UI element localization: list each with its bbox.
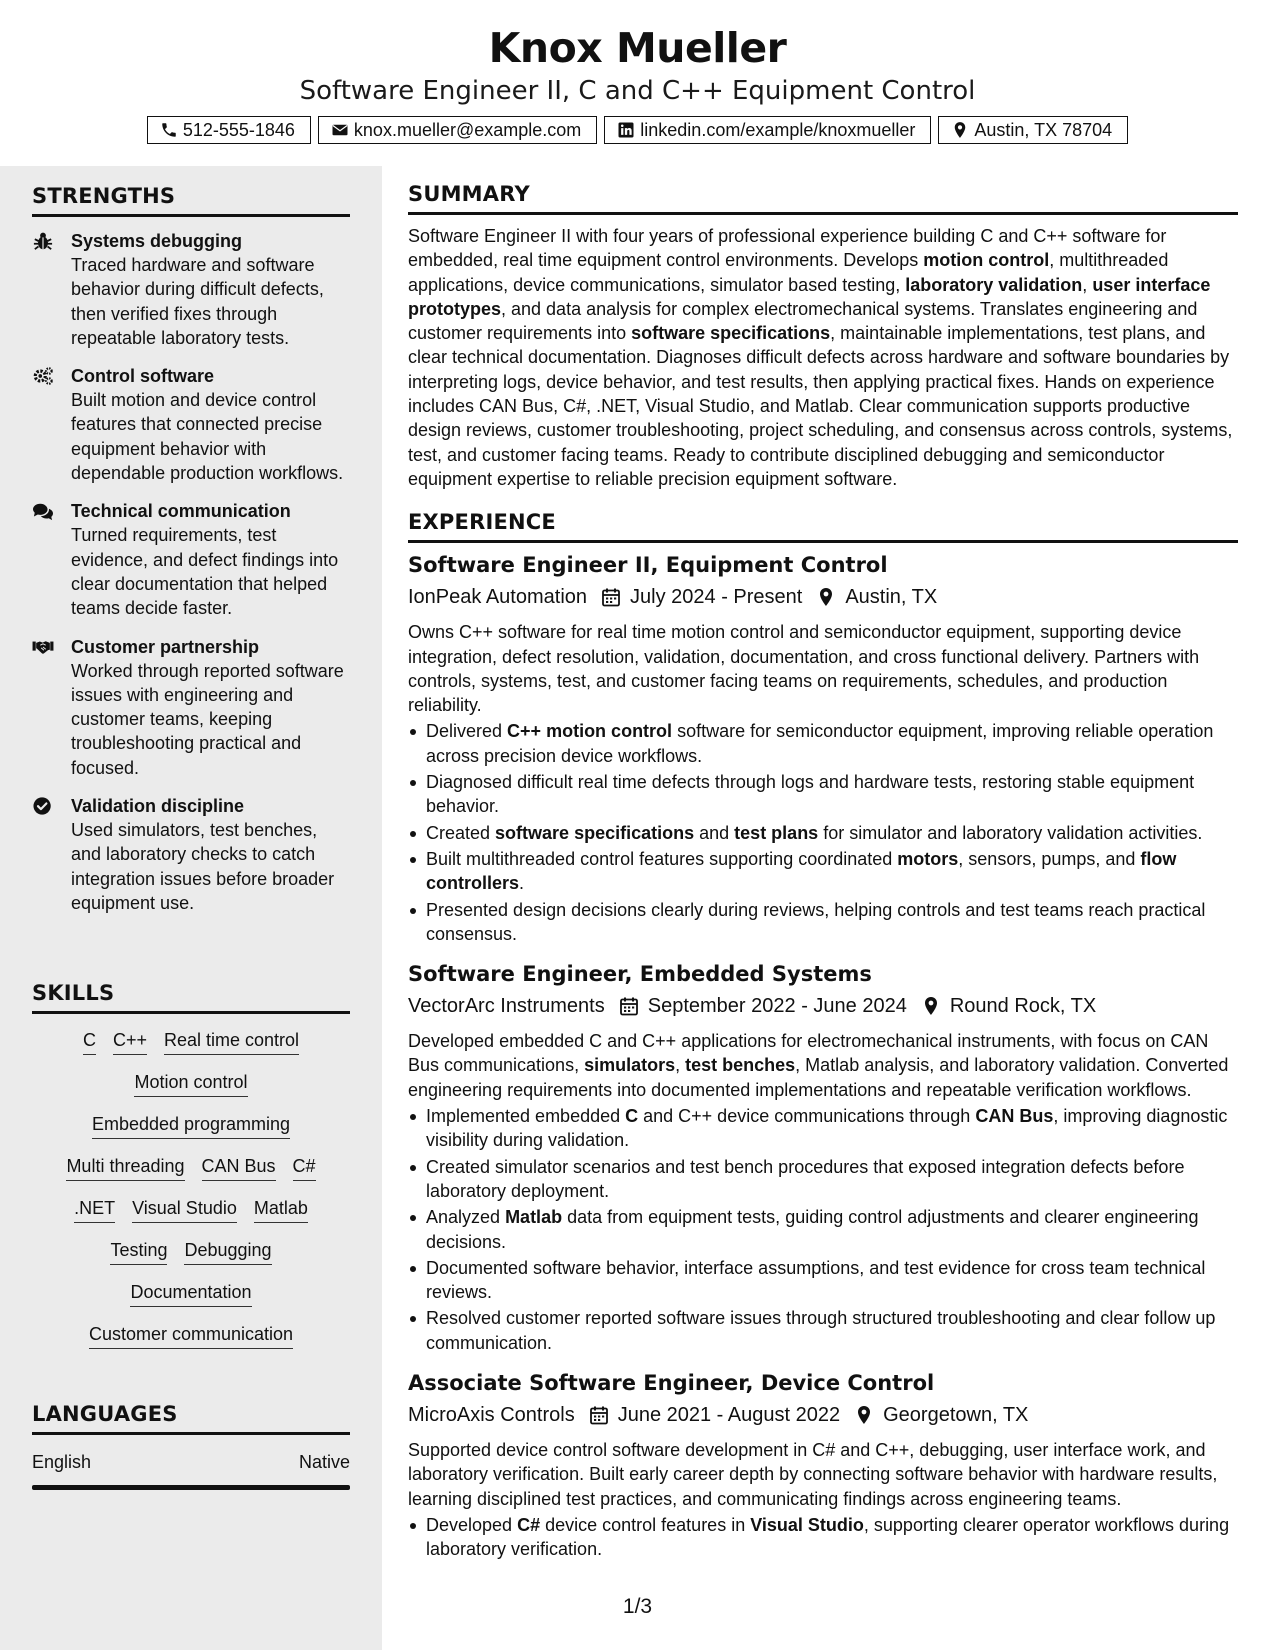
job-description: Developed embedded C and C++ applications for electromechanical instruments, with focus on CAN Bus communications, simulators, test benches, Matlab analysis, and laboratory validation. Converted engineering requirements into documented implementations and repeatable verification workflows. xyxy=(408,1031,1229,1100)
envelope-icon xyxy=(331,121,349,139)
job-bullet: Implemented embedded C and C++ device communications through CAN Bus, improving diagnostic visibility during validation. xyxy=(408,1104,1238,1153)
main-column xyxy=(408,180,1238,1563)
job-location: Round Rock, TX xyxy=(949,995,1097,1018)
summary-rule xyxy=(408,212,1238,215)
skill-tag: Customer communication xyxy=(89,1322,293,1349)
strength-desc: Built motion and device control features that connected precise equipment behavior with dependable production workflows. xyxy=(71,390,344,484)
job-bullet: Created software specifications and test plans for simulator and laboratory validation activities. xyxy=(408,821,1238,845)
strength-desc: Traced hardware and software behavior during difficult defects, then verified fixes through repeatable laboratory tests. xyxy=(71,255,324,348)
comments-icon xyxy=(32,501,54,521)
job-bullets xyxy=(408,1104,1238,1355)
job-entry xyxy=(408,1369,1238,1561)
contact-bar xyxy=(0,116,1275,144)
strength-item xyxy=(32,364,350,485)
job-title: Software Engineer, Embedded Systems xyxy=(408,962,872,987)
job-bullet: Resolved customer reported software issues through structured troubleshooting and clear follow up communication. xyxy=(408,1306,1238,1355)
skill-tag: Matlab xyxy=(254,1196,308,1223)
skills-rule xyxy=(32,1011,350,1014)
skill-tag: Embedded programming xyxy=(92,1112,290,1139)
strength-title: Control software xyxy=(71,366,215,387)
skill-row xyxy=(134,1070,247,1097)
experience-rule xyxy=(408,540,1238,543)
strength-item xyxy=(32,635,350,780)
job-meta xyxy=(408,1401,1238,1429)
summary-heading: SUMMARY xyxy=(408,182,530,206)
strength-desc: Turned requirements, test evidence, and defect findings into clear documentation that helped teams decide faster. xyxy=(71,525,339,619)
job-bullet: Delivered C++ motion control software for semiconductor equipment, improving reliable operation across precision device workflows. xyxy=(408,719,1238,768)
language-name: English xyxy=(32,1452,92,1472)
job-bullet: Developed C# device control features in Visual Studio, supporting clearer operator workflows during laboratory verification. xyxy=(408,1513,1238,1562)
contact-linkedin-text: linkedin.com/example/knoxmueller xyxy=(640,119,916,140)
job-company: VectorArc Instruments xyxy=(408,995,605,1018)
strength-item xyxy=(32,794,350,915)
sidebar xyxy=(0,166,382,1650)
skill-tag: CAN Bus xyxy=(202,1154,276,1181)
languages-heading: LANGUAGES xyxy=(32,1402,178,1426)
contact-phone[interactable] xyxy=(147,116,311,144)
skill-tag: Visual Studio xyxy=(132,1196,237,1223)
skill-tag: Real time control xyxy=(164,1028,299,1055)
skill-tag: C# xyxy=(293,1154,316,1181)
skill-row xyxy=(110,1238,271,1265)
job-title: Associate Software Engineer, Device Control xyxy=(408,1370,935,1395)
contact-location[interactable] xyxy=(938,116,1128,144)
job-dates: September 2022 - June 2024 xyxy=(647,995,907,1018)
job-title: Software Engineer II, Equipment Control xyxy=(408,553,888,578)
job-entry xyxy=(408,551,1238,946)
location-pin-icon xyxy=(854,1405,874,1425)
job-entry xyxy=(408,960,1238,1355)
contact-email[interactable] xyxy=(318,116,597,144)
calendar-icon xyxy=(619,996,639,1016)
skill-tag: Debugging xyxy=(184,1238,271,1265)
location-pin-icon xyxy=(921,996,941,1016)
job-company: IonPeak Automation xyxy=(408,586,588,609)
skill-tag: .NET xyxy=(74,1196,115,1223)
strengths-section xyxy=(32,182,350,915)
page-number: 1/3 xyxy=(622,1595,653,1618)
skill-row xyxy=(83,1028,299,1055)
contact-linkedin[interactable] xyxy=(604,116,931,144)
contact-location-text: Austin, TX 78704 xyxy=(974,119,1113,140)
gears-icon xyxy=(32,366,54,386)
job-bullet: Diagnosed difficult real time defects through logs and hardware tests, restoring stable equipment behavior. xyxy=(408,770,1238,819)
strength-desc: Worked through reported software issues with engineering and customer teams, keeping troubleshooting practical and focused. xyxy=(71,660,344,778)
skills-list xyxy=(32,1028,350,1364)
job-bullet: Presented design decisions clearly during reviews, helping controls and test teams reach practical consensus. xyxy=(408,898,1238,947)
check-circle-icon xyxy=(32,796,54,816)
language-level: Native xyxy=(298,1452,350,1472)
language-level-bar xyxy=(32,1485,350,1490)
strengths-rule xyxy=(32,214,350,217)
skills-section xyxy=(32,979,350,1364)
handshake-icon xyxy=(32,637,54,657)
strengths-heading: STRENGTHS xyxy=(32,184,176,208)
skill-row xyxy=(66,1154,315,1181)
skill-row xyxy=(89,1322,293,1349)
skill-tag: Documentation xyxy=(130,1280,251,1307)
skill-tag: Motion control xyxy=(134,1070,247,1097)
job-bullets xyxy=(408,719,1238,946)
job-meta xyxy=(408,992,1238,1020)
skills-heading: SKILLS xyxy=(32,981,115,1005)
skill-tag: Multi threading xyxy=(66,1154,184,1181)
strength-desc: Used simulators, test benches, and laboratory checks to catch integration issues before broader equipment use. xyxy=(71,820,335,913)
bug-icon xyxy=(32,231,54,251)
calendar-icon xyxy=(601,587,621,607)
location-pin-icon xyxy=(951,121,969,139)
job-bullet: Analyzed Matlab data from equipment tests, guiding control adjustments and clearer engineering decisions. xyxy=(408,1205,1238,1254)
skill-row xyxy=(130,1280,251,1307)
languages-rule xyxy=(32,1432,350,1435)
job-bullet: Created simulator scenarios and test bench procedures that exposed integration defects before laboratory deployment. xyxy=(408,1155,1238,1204)
summary-text: Software Engineer II with four years of professional experience building C and C++ software for embedded, real time equipment control environments. Develops motion control, multithreaded applications, device communications, simulator based testing, laboratory validation, user interface prototypes, and data analysis for complex electromechanical systems. Translates engineering and customer requirements into software specifications, maintainable implementations, test plans, and clear technical documentation. Diagnoses difficult defects across hardware and software boundaries by interpreting logs, device behavior, and test results, then applying practical fixes. Hands on experience includes CAN Bus, C#, .NET, Visual Studio, and Matlab. Clear communication supports productive design reviews, customer troubleshooting, project scheduling, and consensus across controls, systems, test, and customer facing teams. Ready to contribute disciplined debugging and semiconductor equipment expertise to reliable precision equipment software. xyxy=(408,226,1233,489)
job-company: MicroAxis Controls xyxy=(408,1403,575,1426)
strength-title: Validation discipline xyxy=(71,796,245,817)
phone-icon xyxy=(160,121,178,139)
contact-phone-text: 512-555-1846 xyxy=(182,119,295,140)
strength-item xyxy=(32,499,350,620)
strength-title: Customer partnership xyxy=(71,636,260,657)
job-dates: June 2021 - August 2022 xyxy=(617,1403,841,1426)
skill-row xyxy=(74,1196,308,1223)
candidate-name: Knox Mueller xyxy=(488,24,787,72)
skill-row xyxy=(92,1112,290,1139)
job-bullets xyxy=(408,1513,1238,1562)
location-pin-icon xyxy=(816,587,836,607)
job-bullet: Documented software behavior, interface assumptions, and test evidence for cross team technical reviews. xyxy=(408,1256,1238,1305)
strength-title: Technical communication xyxy=(71,501,291,522)
languages-section xyxy=(32,1400,350,1490)
skill-tag: C++ xyxy=(113,1028,147,1055)
resume-header xyxy=(0,0,1275,144)
strength-title: Systems debugging xyxy=(71,231,243,251)
contact-email-text: knox.mueller@example.com xyxy=(353,119,582,140)
job-description: Supported device control software development in C# and C++, debugging, user interface work, and laboratory verification. Built early career depth by connecting software behavior with hardware results, learning disciplined test practices, and communicating findings across engineering teams. xyxy=(408,1439,1218,1509)
skill-tag: Testing xyxy=(110,1238,167,1265)
job-bullet: Built multithreaded control features supporting coordinated motors, sensors, pumps, and flow controllers. xyxy=(408,847,1238,896)
experience-heading: EXPERIENCE xyxy=(408,510,556,535)
strength-item xyxy=(32,229,350,350)
linkedin-icon xyxy=(617,121,635,139)
job-description: Owns C++ software for real time motion control and semiconductor equipment, supporting device integration, defect resolution, validation, documentation, and cross functional delivery. Partners with controls, systems, test, and customer facing teams on requirements, schedules, and production reliability. xyxy=(408,622,1200,716)
job-location: Austin, TX xyxy=(845,586,938,609)
language-row xyxy=(32,1450,350,1474)
job-location: Georgetown, TX xyxy=(883,1403,1029,1426)
job-meta xyxy=(408,583,1238,611)
candidate-title: Software Engineer II, C and C++ Equipment Control xyxy=(299,76,976,106)
job-dates: July 2024 - Present xyxy=(630,586,803,609)
calendar-icon xyxy=(589,1405,609,1425)
skill-tag: C xyxy=(83,1028,96,1055)
